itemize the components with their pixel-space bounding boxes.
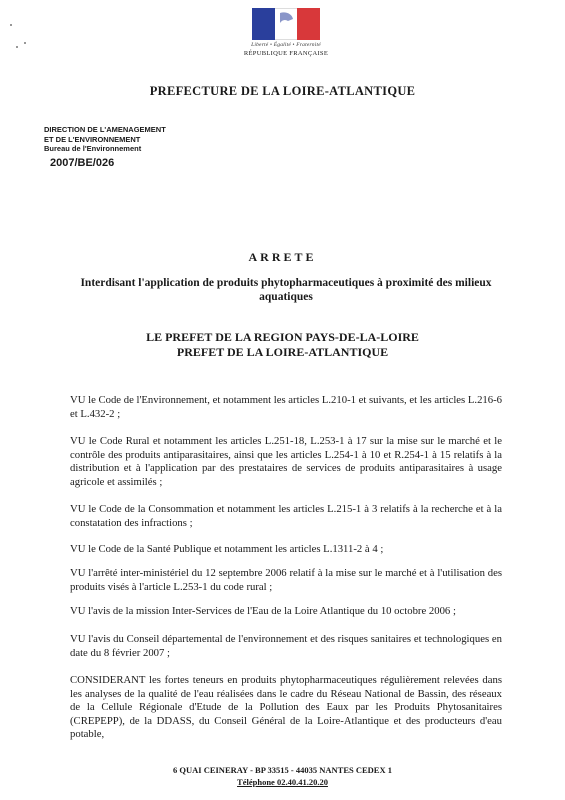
republic-label: RÉPUBLIQUE FRANÇAISE [243, 50, 329, 57]
visa-paragraph: VU le Code de la Santé Publique et notamment les articles L.1311-2 à 4 ; [70, 543, 384, 555]
scan-speck [16, 46, 18, 48]
document-subject: Interdisant l'application de produits phytopharmaceutiques à proximité des milieux aquatiques [80, 277, 492, 303]
marianne-logo [240, 8, 332, 57]
visa-paragraph: VU le Code de la Consommation et notamment les articles L.215-1 à 3 relatifs à la recherche et à la constatation des infractions ; [70, 503, 502, 529]
visa-paragraph: VU l'avis de la mission Inter-Services de l'Eau de la Loire Atlantique du 10 octobre 2006 ; [70, 605, 456, 617]
scan-speck [24, 42, 26, 44]
french-flag-icon [252, 8, 320, 40]
scan-speck [10, 24, 12, 26]
prefet-line: PREFET DE LA LOIRE-ATLANTIQUE [176, 345, 389, 359]
visa-paragraph: VU le Code Rural et notamment les articles L.251-18, L.253-1 à 17 sur la mise sur le marché et le contrôle des produits antiparasitaires, ainsi que les articles L.254-1 à 10 et R.254-1 à 15 relatifs à la distribution et à l'application par des prestataires de services de produits antiparasitaires à usage agricole et assimilés ; [70, 435, 502, 488]
visa-paragraph: VU l'avis du Conseil départemental de l'environnement et des risques sanitaires et technologiques en date du 8 février 2007 ; [70, 633, 502, 659]
visa-paragraph: VU l'arrêté inter-ministériel du 12 septembre 2006 relatif à la mise sur le marché et à l'utilisation des produits visés à l'article L.253-1 du code rural ; [70, 567, 502, 593]
prefet-heading [0, 330, 565, 360]
prefet-line: LE PREFET DE LA REGION PAYS-DE-LA-LOIRE [146, 330, 419, 344]
document-type: ARRETE [248, 250, 317, 264]
motto: Liberté • Égalité • Fraternité [251, 42, 321, 48]
visa-paragraph: VU le Code de l'Environnement, et notamment les articles L.210-1 et suivants, et les articles L.216-6 et L.432-2 ; [70, 394, 502, 420]
direction-block [44, 125, 166, 154]
marianne-profile-icon [274, 11, 298, 39]
footer-phone: Téléphone 02.40.41.20.20 [237, 777, 328, 787]
reference-number: 2007/BE/026 [50, 157, 115, 169]
footer-address: 6 QUAI CEINERAY - BP 33515 - 44035 NANTES CEDEX 1 [173, 765, 392, 775]
prefecture-title: PREFECTURE DE LA LOIRE-ATLANTIQUE [149, 84, 416, 98]
direction-line: DIRECTION DE L'AMENAGEMENT [44, 125, 166, 134]
direction-line: ET DE L'ENVIRONNEMENT [44, 134, 141, 144]
bureau-label: Bureau de l'Environnement [44, 144, 142, 153]
considerant-paragraph: CONSIDERANT les fortes teneurs en produits phytopharmaceutiques régulièrement relevées dans les analyses de la qualité de l'eau réalisées dans le cadre du Réseau National de Bassin, des réseaux de la Cellule Régionale d'Etude de la Pollution des Eaux par les Produits Phytosanitaires (CREPEPP), de la DDASS, du Conseil Général de la Loire-Atlantique et des producteurs d'eau potable, [70, 674, 502, 740]
